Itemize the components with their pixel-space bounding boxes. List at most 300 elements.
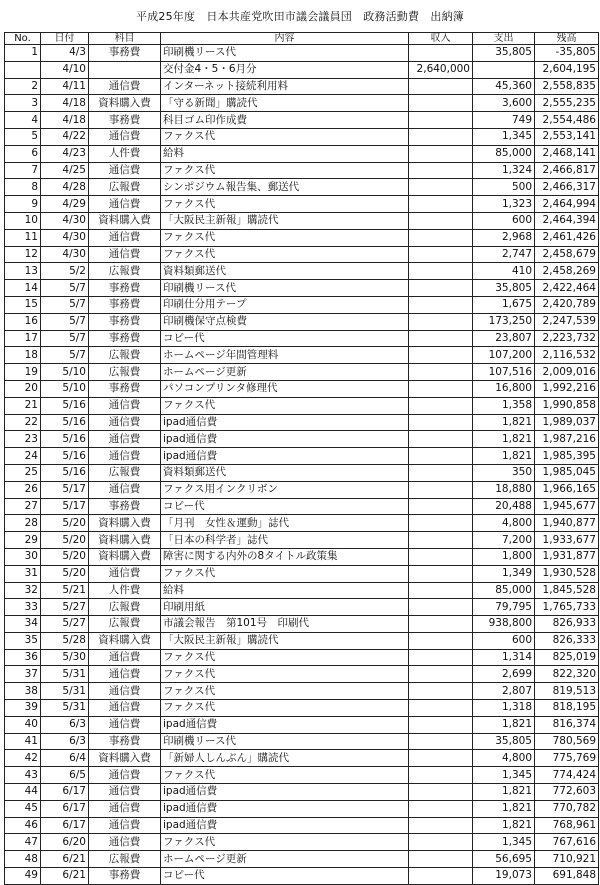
- row-expense: 2,699: [473, 666, 535, 683]
- row-expense: 4,800: [473, 515, 535, 532]
- row-category: 通信費: [89, 246, 161, 263]
- row-date: 5/16: [41, 431, 89, 448]
- row-income: [409, 565, 473, 582]
- row-income: [409, 767, 473, 784]
- row-date: 4/29: [41, 196, 89, 213]
- row-income: [409, 548, 473, 565]
- row-number: 44: [5, 784, 41, 801]
- row-description: コピー代: [161, 498, 409, 515]
- row-date: 5/31: [41, 666, 89, 683]
- row-date: 6/21: [41, 851, 89, 868]
- row-category: 通信費: [89, 414, 161, 431]
- table-row: [5, 481, 599, 498]
- row-number: 18: [5, 347, 41, 364]
- row-number: 5: [5, 128, 41, 145]
- row-category: 広報費: [89, 263, 161, 280]
- row-category: 資料購入費: [89, 532, 161, 549]
- row-balance: 1,985,045: [535, 464, 599, 481]
- row-number: 31: [5, 565, 41, 582]
- header-expense: 支出: [473, 33, 535, 45]
- header-no: No.: [5, 33, 41, 45]
- row-income: [409, 649, 473, 666]
- ledger-body: [5, 45, 599, 885]
- row-number: 28: [5, 515, 41, 532]
- row-expense: 600: [473, 632, 535, 649]
- row-balance: 1,931,877: [535, 548, 599, 565]
- row-date: 5/7: [41, 330, 89, 347]
- row-income: [409, 582, 473, 599]
- row-income: [409, 347, 473, 364]
- row-number: 17: [5, 330, 41, 347]
- row-description: ipad通信費: [161, 817, 409, 834]
- row-income: [409, 515, 473, 532]
- row-balance: 1,990,858: [535, 397, 599, 414]
- row-date: 5/17: [41, 481, 89, 498]
- table-row: [5, 414, 599, 431]
- row-category: 資料購入費: [89, 750, 161, 767]
- row-date: 6/21: [41, 868, 89, 885]
- row-expense: 45,360: [473, 78, 535, 95]
- table-row: [5, 431, 599, 448]
- row-balance: -35,805: [535, 45, 599, 62]
- row-category: 通信費: [89, 431, 161, 448]
- row-description: コピー代: [161, 868, 409, 885]
- row-income: [409, 112, 473, 129]
- row-number: 21: [5, 397, 41, 414]
- row-number: 1: [5, 45, 41, 62]
- row-date: 6/20: [41, 834, 89, 851]
- row-description: 資料類郵送代: [161, 464, 409, 481]
- row-income: [409, 868, 473, 885]
- row-category: 資料購入費: [89, 548, 161, 565]
- row-income: [409, 212, 473, 229]
- table-row: [5, 565, 599, 582]
- table-row: [5, 330, 599, 347]
- row-description: ファクス代: [161, 700, 409, 717]
- row-expense: 107,200: [473, 347, 535, 364]
- row-number: 6: [5, 145, 41, 162]
- row-category: 通信費: [89, 448, 161, 465]
- row-category: 通信費: [89, 162, 161, 179]
- row-number: 27: [5, 498, 41, 515]
- row-expense: 1,349: [473, 565, 535, 582]
- row-description: 科目ゴム印作成費: [161, 112, 409, 129]
- row-category: 通信費: [89, 229, 161, 246]
- row-income: [409, 599, 473, 616]
- row-income: [409, 78, 473, 95]
- row-number: 48: [5, 851, 41, 868]
- row-date: 4/10: [41, 61, 89, 78]
- row-category: 通信費: [89, 481, 161, 498]
- row-category: 事務費: [89, 330, 161, 347]
- row-description: ファクス代: [161, 162, 409, 179]
- row-expense: 1,675: [473, 296, 535, 313]
- row-date: 6/3: [41, 716, 89, 733]
- row-expense: 35,805: [473, 45, 535, 62]
- row-category: 事務費: [89, 280, 161, 297]
- row-date: 5/7: [41, 296, 89, 313]
- row-balance: 1,966,165: [535, 481, 599, 498]
- row-date: 5/10: [41, 364, 89, 381]
- row-date: 5/27: [41, 599, 89, 616]
- row-date: 4/18: [41, 112, 89, 129]
- row-description: 障害に関する内外の8タイトル政策集: [161, 548, 409, 565]
- row-expense: 1,345: [473, 128, 535, 145]
- row-date: 5/28: [41, 632, 89, 649]
- row-expense: 85,000: [473, 582, 535, 599]
- row-category: 資料購入費: [89, 632, 161, 649]
- table-row: [5, 280, 599, 297]
- row-category: 広報費: [89, 464, 161, 481]
- row-balance: 1,765,733: [535, 599, 599, 616]
- table-row: [5, 800, 599, 817]
- row-description: 「日本の科学者」誌代: [161, 532, 409, 549]
- row-date: 5/7: [41, 280, 89, 297]
- row-number: 38: [5, 683, 41, 700]
- row-number: 23: [5, 431, 41, 448]
- header-date: 日付: [41, 33, 89, 45]
- row-income: [409, 498, 473, 515]
- row-date: 5/21: [41, 582, 89, 599]
- row-number: 46: [5, 817, 41, 834]
- row-description: ファクス代: [161, 683, 409, 700]
- table-row: [5, 313, 599, 330]
- row-balance: 2,604,195: [535, 61, 599, 78]
- row-expense: 1,358: [473, 397, 535, 414]
- row-expense: 19,073: [473, 868, 535, 885]
- row-balance: 768,961: [535, 817, 599, 834]
- row-balance: 1,945,677: [535, 498, 599, 515]
- row-number: 20: [5, 380, 41, 397]
- row-number: 40: [5, 716, 41, 733]
- row-category: 資料購入費: [89, 212, 161, 229]
- row-description: 給料: [161, 582, 409, 599]
- row-description: ipad通信費: [161, 414, 409, 431]
- row-balance: 825,019: [535, 649, 599, 666]
- row-expense: 173,250: [473, 313, 535, 330]
- row-description: 「大阪民主新報」購読代: [161, 212, 409, 229]
- row-balance: 2,009,016: [535, 364, 599, 381]
- row-income: [409, 397, 473, 414]
- table-row: [5, 666, 599, 683]
- row-category: 事務費: [89, 498, 161, 515]
- row-balance: 767,616: [535, 834, 599, 851]
- row-description: ファクス代: [161, 767, 409, 784]
- row-balance: 2,461,426: [535, 229, 599, 246]
- table-row: [5, 817, 599, 834]
- row-income: [409, 246, 473, 263]
- row-category: 人件費: [89, 582, 161, 599]
- row-balance: 1,930,528: [535, 565, 599, 582]
- row-number: 15: [5, 296, 41, 313]
- row-description: コピー代: [161, 330, 409, 347]
- row-expense: 79,795: [473, 599, 535, 616]
- row-category: 通信費: [89, 817, 161, 834]
- row-description: 交付金4・5・6月分: [161, 61, 409, 78]
- table-row: [5, 179, 599, 196]
- row-category: 広報費: [89, 364, 161, 381]
- table-row: [5, 599, 599, 616]
- row-description: ファクス代: [161, 246, 409, 263]
- row-category: 広報費: [89, 179, 161, 196]
- row-date: 4/3: [41, 45, 89, 62]
- row-number: [5, 61, 41, 78]
- row-number: 4: [5, 112, 41, 129]
- row-description: ホームページ更新: [161, 851, 409, 868]
- row-expense: 1,318: [473, 700, 535, 717]
- row-balance: 818,195: [535, 700, 599, 717]
- row-balance: 710,921: [535, 851, 599, 868]
- table-row: [5, 851, 599, 868]
- row-description: 印刷機リース代: [161, 280, 409, 297]
- table-row: [5, 733, 599, 750]
- row-date: 5/31: [41, 700, 89, 717]
- row-description: ipad通信費: [161, 448, 409, 465]
- row-date: 5/20: [41, 565, 89, 582]
- row-expense: 1,800: [473, 548, 535, 565]
- row-number: 49: [5, 868, 41, 885]
- row-date: 5/17: [41, 498, 89, 515]
- row-description: 印刷機リース代: [161, 733, 409, 750]
- row-balance: 2,464,994: [535, 196, 599, 213]
- row-income: [409, 817, 473, 834]
- row-description: ipad通信費: [161, 784, 409, 801]
- row-description: ホームページ更新: [161, 364, 409, 381]
- row-income: [409, 280, 473, 297]
- row-balance: 826,933: [535, 616, 599, 633]
- row-number: 36: [5, 649, 41, 666]
- row-balance: 775,769: [535, 750, 599, 767]
- row-date: 4/30: [41, 212, 89, 229]
- row-balance: 2,116,532: [535, 347, 599, 364]
- table-row: [5, 78, 599, 95]
- row-number: 19: [5, 364, 41, 381]
- row-number: 8: [5, 179, 41, 196]
- table-row: [5, 632, 599, 649]
- row-description: 印刷用紙: [161, 599, 409, 616]
- row-date: 5/16: [41, 397, 89, 414]
- row-balance: 772,603: [535, 784, 599, 801]
- row-category: 通信費: [89, 716, 161, 733]
- row-number: 39: [5, 700, 41, 717]
- row-income: [409, 683, 473, 700]
- row-balance: 2,458,679: [535, 246, 599, 263]
- row-date: 4/23: [41, 145, 89, 162]
- table-row: [5, 532, 599, 549]
- table-row: [5, 246, 599, 263]
- row-expense: 500: [473, 179, 535, 196]
- row-description: 「月刊 女性＆運動」誌代: [161, 515, 409, 532]
- row-category: 事務費: [89, 112, 161, 129]
- row-expense: 3,600: [473, 95, 535, 112]
- row-balance: 1,987,216: [535, 431, 599, 448]
- row-income: [409, 431, 473, 448]
- row-date: 5/16: [41, 464, 89, 481]
- ledger-table-container: [4, 32, 598, 885]
- table-row: [5, 145, 599, 162]
- row-balance: 2,466,817: [535, 162, 599, 179]
- row-income: [409, 784, 473, 801]
- row-description: インターネット接続利用料: [161, 78, 409, 95]
- row-number: 10: [5, 212, 41, 229]
- row-number: 11: [5, 229, 41, 246]
- row-balance: 822,320: [535, 666, 599, 683]
- row-number: 37: [5, 666, 41, 683]
- row-category: 通信費: [89, 834, 161, 851]
- row-category: 広報費: [89, 616, 161, 633]
- row-expense: 2,807: [473, 683, 535, 700]
- row-expense: 1,821: [473, 784, 535, 801]
- row-description: ファクス代: [161, 128, 409, 145]
- row-income: [409, 179, 473, 196]
- row-balance: 2,555,235: [535, 95, 599, 112]
- table-row: [5, 45, 599, 62]
- row-income: [409, 313, 473, 330]
- row-income: [409, 330, 473, 347]
- row-description: 給料: [161, 145, 409, 162]
- row-category: 人件費: [89, 145, 161, 162]
- row-income: [409, 145, 473, 162]
- row-expense: 35,805: [473, 280, 535, 297]
- table-row: [5, 397, 599, 414]
- row-category: 通信費: [89, 196, 161, 213]
- row-description: ファクス代: [161, 397, 409, 414]
- table-row: [5, 212, 599, 229]
- row-category: 通信費: [89, 78, 161, 95]
- table-row: [5, 649, 599, 666]
- row-income: [409, 716, 473, 733]
- row-expense: 35,805: [473, 733, 535, 750]
- table-row: [5, 582, 599, 599]
- row-balance: 2,468,141: [535, 145, 599, 162]
- row-income: [409, 45, 473, 62]
- row-number: 45: [5, 800, 41, 817]
- row-date: 5/27: [41, 616, 89, 633]
- table-row: [5, 515, 599, 532]
- row-income: [409, 263, 473, 280]
- table-row: [5, 162, 599, 179]
- row-description: 「新婦人しんぶん」購読代: [161, 750, 409, 767]
- row-balance: 2,554,486: [535, 112, 599, 129]
- row-number: 42: [5, 750, 41, 767]
- table-row: [5, 767, 599, 784]
- row-balance: 1,985,395: [535, 448, 599, 465]
- row-expense: 56,695: [473, 851, 535, 868]
- row-expense: [473, 61, 535, 78]
- row-category: 通信費: [89, 767, 161, 784]
- row-expense: 749: [473, 112, 535, 129]
- table-row: [5, 683, 599, 700]
- row-number: 3: [5, 95, 41, 112]
- row-category: 広報費: [89, 851, 161, 868]
- row-expense: 1,323: [473, 196, 535, 213]
- table-row: [5, 364, 599, 381]
- row-balance: 826,333: [535, 632, 599, 649]
- table-row: [5, 196, 599, 213]
- header-category: 科目: [89, 33, 161, 45]
- row-income: [409, 616, 473, 633]
- table-row: [5, 464, 599, 481]
- row-balance: 2,422,464: [535, 280, 599, 297]
- row-category: 事務費: [89, 313, 161, 330]
- ledger-title: 平成25年度 日本共産党吹田市議会議員団 政務活動費 出納簿: [136, 10, 464, 23]
- row-income: [409, 95, 473, 112]
- table-row: [5, 716, 599, 733]
- row-number: 16: [5, 313, 41, 330]
- row-date: 5/20: [41, 515, 89, 532]
- row-description: 印刷仕分用テープ: [161, 296, 409, 313]
- row-balance: 774,424: [535, 767, 599, 784]
- row-expense: 1,821: [473, 414, 535, 431]
- row-date: 5/16: [41, 448, 89, 465]
- row-category: 事務費: [89, 296, 161, 313]
- row-balance: 1,992,216: [535, 380, 599, 397]
- row-number: 2: [5, 78, 41, 95]
- row-date: 4/25: [41, 162, 89, 179]
- row-income: [409, 733, 473, 750]
- row-number: 13: [5, 263, 41, 280]
- row-description: 市議会報告 第101号 印刷代: [161, 616, 409, 633]
- row-number: 22: [5, 414, 41, 431]
- table-row: [5, 868, 599, 885]
- row-income: [409, 532, 473, 549]
- table-row: [5, 229, 599, 246]
- row-category: 通信費: [89, 565, 161, 582]
- row-income: [409, 700, 473, 717]
- table-row: [5, 296, 599, 313]
- table-row: [5, 128, 599, 145]
- header-income: 収入: [409, 33, 473, 45]
- row-balance: 819,513: [535, 683, 599, 700]
- header-row: [5, 33, 599, 45]
- row-number: 26: [5, 481, 41, 498]
- row-expense: 350: [473, 464, 535, 481]
- row-income: [409, 364, 473, 381]
- row-expense: 1,821: [473, 448, 535, 465]
- row-category: 通信費: [89, 666, 161, 683]
- row-income: [409, 380, 473, 397]
- row-description: 印刷機リース代: [161, 45, 409, 62]
- row-number: 41: [5, 733, 41, 750]
- table-row: [5, 834, 599, 851]
- row-description: ファクス代: [161, 565, 409, 582]
- row-date: 4/30: [41, 246, 89, 263]
- row-date: 5/16: [41, 414, 89, 431]
- row-expense: 16,800: [473, 380, 535, 397]
- row-expense: 1,821: [473, 817, 535, 834]
- row-date: 5/7: [41, 347, 89, 364]
- row-description: シンポジウム報告集、郵送代: [161, 179, 409, 196]
- row-date: 6/5: [41, 767, 89, 784]
- row-date: 6/3: [41, 733, 89, 750]
- row-expense: 938,800: [473, 616, 535, 633]
- row-date: 4/30: [41, 229, 89, 246]
- row-number: 32: [5, 582, 41, 599]
- row-expense: 18,880: [473, 481, 535, 498]
- row-date: 5/7: [41, 313, 89, 330]
- row-date: 6/17: [41, 784, 89, 801]
- row-category: 通信費: [89, 397, 161, 414]
- row-income: [409, 750, 473, 767]
- row-date: 5/20: [41, 548, 89, 565]
- row-income: [409, 414, 473, 431]
- row-category: 通信費: [89, 700, 161, 717]
- row-number: 43: [5, 767, 41, 784]
- row-income: [409, 851, 473, 868]
- row-description: 資料類郵送代: [161, 263, 409, 280]
- row-balance: 2,558,835: [535, 78, 599, 95]
- row-balance: 1,989,037: [535, 414, 599, 431]
